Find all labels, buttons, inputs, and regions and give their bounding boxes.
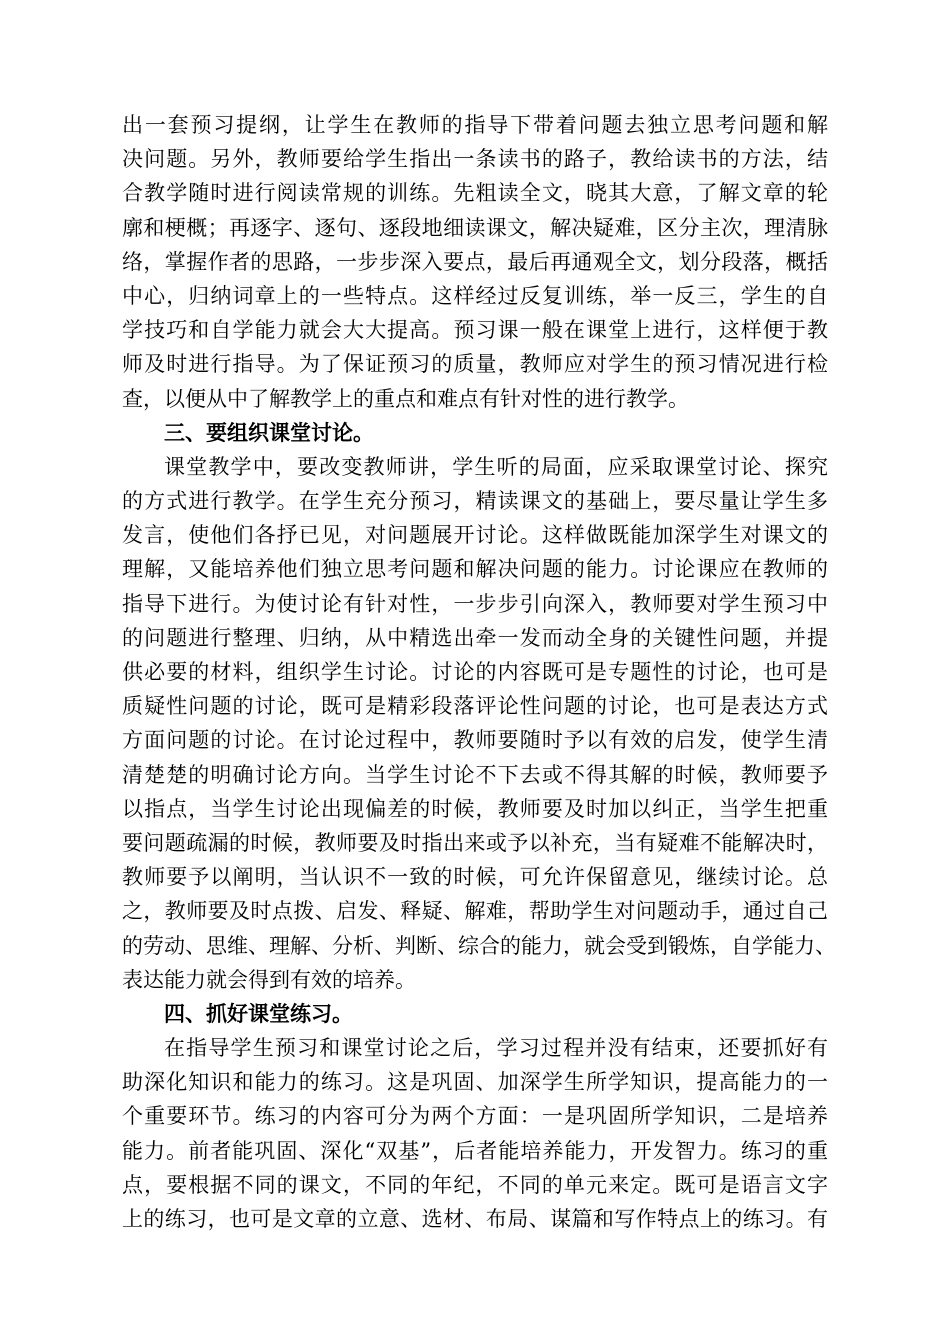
text-line: 的方式进行教学。在学生充分预习，精读课文的基础上，要尽量让学生多 [122, 489, 828, 514]
text-line: 查，以便从中了解教学上的重点和难点有针对性的进行教学。 [122, 386, 689, 411]
document-page [122, 108, 836, 1236]
text-line: 廓和梗概；再逐字、逐句、逐段地细读课文，解决疑难，区分主次，理清脉 [122, 215, 828, 240]
text-line: 助深化知识和能力的练习。这是巩固、加深学生所学知识，提高能力的一 [122, 1070, 828, 1095]
text-line: 上的练习，也可是文章的立意、选材、布局、谋篇和写作特点上的练习。有 [122, 1207, 828, 1231]
text-line: 以指点，当学生讨论出现偏差的时候，教师要及时加以纠正，当学生把重 [122, 796, 828, 821]
section-heading-3: 三、要组织课堂讨论。 [164, 419, 374, 445]
text-line: 出一套预习提纲，让学生在教师的指导下带着问题去独立思考问题和解 [122, 113, 828, 137]
text-line: 能力。前者能巩固、深化“双基”，后者能培养能力，开发智力。练习的重 [122, 1138, 828, 1163]
text-line: 在指导学生预习和课堂讨论之后，学习过程并没有结束，还要抓好有 [164, 1036, 828, 1061]
text-line: 指导下进行。为使讨论有针对性，一步步引向深入，教师要对学生预习中 [122, 591, 828, 616]
paragraph-classroom-discussion [122, 450, 836, 997]
text-line: 络，掌握作者的思路，一步步深入要点，最后再通观全文，划分段落，概括 [122, 249, 828, 274]
text-line: 清楚楚的明确讨论方向。当学生讨论不下去或不得其解的时候，教师要予 [122, 762, 828, 787]
text-line: 要问题疏漏的时候，教师要及时指出来或予以补充，当有疑难不能解决时， [122, 830, 828, 855]
text-line: 中心，归纳词章上的一些特点。这样经过反复训练，举一反三，学生的自 [122, 283, 828, 308]
text-line: 的问题进行整理、归纳，从中精选出牵一发而动全身的关键性问题，并提 [122, 625, 828, 650]
paragraph-preview-continued [122, 108, 828, 416]
text-line: 学技巧和自学能力就会大大提高。预习课一般在课堂上进行，这样便于教 [122, 318, 828, 343]
text-line: 师及时进行指导。为了保证预习的质量，教师应对学生的预习情况进行检 [122, 352, 828, 377]
text-line: 点，要根据不同的课文，不同的年纪，不同的单元来定。既可是语言文字 [122, 1172, 828, 1197]
text-line: 发言，使他们各抒已见，对问题展开讨论。这样做既能加深学生对课文的 [122, 523, 828, 548]
text-line: 课堂教学中，要改变教师讲，学生听的局面，应采取课堂讨论、探究 [164, 454, 828, 479]
text-line: 合教学随时进行阅读常规的训练。先粗读全文，晓其大意，了解文章的轮 [122, 181, 828, 206]
paragraph-classroom-practice [122, 1031, 828, 1236]
text-line: 个重要环节。练习的内容可分为两个方面：一是巩固所学知识，二是培养 [122, 1104, 828, 1129]
text-line: 理解，又能培养他们独立思考问题和解决问题的能力。讨论课应在教师的 [122, 557, 828, 582]
text-line: 供必要的材料，组织学生讨论。讨论的内容既可是专题性的讨论，也可是 [122, 660, 828, 684]
text-line: 质疑性问题的讨论，既可是精彩段落评论性问题的讨论，也可是表达方式 [122, 694, 828, 719]
text-line: 教师要予以阐明，当认识不一致的时候，可允许保留意见，继续讨论。总 [122, 865, 828, 890]
text-line: 表达能力就会得到有效的培养。 [122, 967, 416, 992]
text-line: 的劳动、思维、理解、分析、判断、综合的能力，就会受到锻炼，自学能力、 [122, 933, 836, 958]
text-line: 之，教师要及时点拨、启发、释疑、解难，帮助学生对问题动手，通过自己 [122, 899, 828, 924]
text-line: 方面问题的讨论。在讨论过程中，教师要随时予以有效的启发，使学生清 [122, 728, 828, 753]
section-heading-4: 四、抓好课堂练习。 [164, 1000, 353, 1026]
text-line: 决问题。另外，教师要给学生指出一条读书的路子，教给读书的方法，结 [122, 147, 828, 172]
